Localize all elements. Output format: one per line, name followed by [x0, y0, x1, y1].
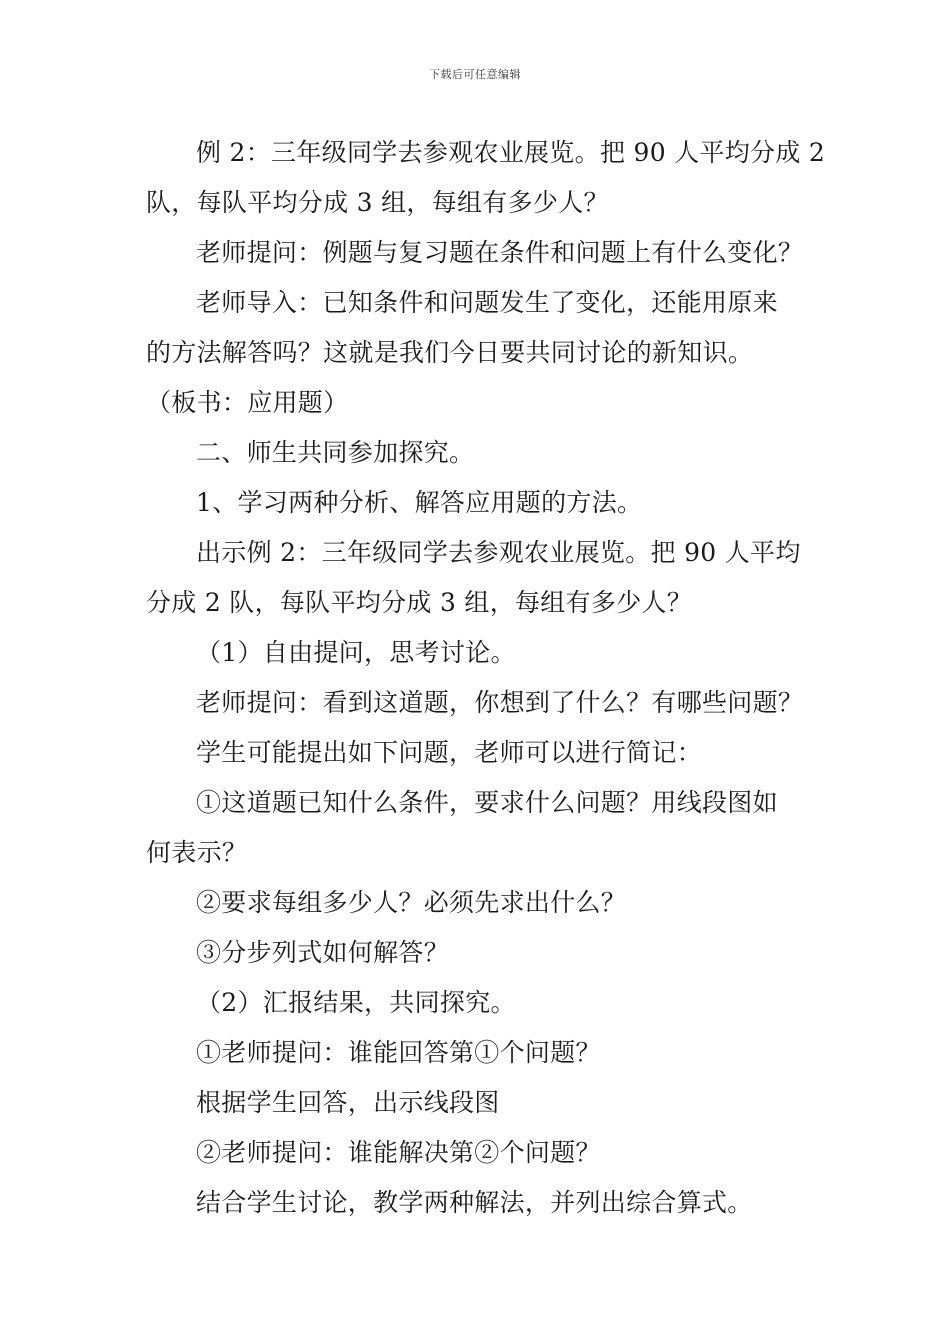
step-heading: （1）自由提问，思考讨论。: [196, 638, 516, 667]
list-item: ②老师提问：谁能解决第②个问题？: [196, 1138, 601, 1167]
subsection-heading: 1、学习两种分析、解答应用题的方法。: [196, 488, 643, 517]
paragraph-line: 分成 2 队，每队平均分成 3 组，每组有多少人？: [146, 588, 693, 617]
page-header: 下载后可任意编辑: [429, 68, 521, 81]
paragraph-line: 老师提问：例题与复习题在条件和问题上有什么变化？: [196, 238, 804, 267]
paragraph-line: 结合学生讨论，教学两种解法，并列出综合算式。: [196, 1188, 753, 1217]
paragraph-line: 老师提问：看到这道题，你想到了什么？有哪些问题？: [196, 688, 804, 717]
paragraph-line: 学生可能提出如下问题，老师可以进行简记：: [196, 738, 703, 767]
paragraph-line: 例 2：三年级同学去参观农业展览。把 90 人平均分成 2: [196, 138, 826, 167]
list-item: ③分步列式如何解答？: [196, 938, 450, 967]
step-heading: （2）汇报结果，共同探究。: [196, 988, 516, 1017]
paragraph-line: （板书：应用题）: [146, 388, 349, 417]
paragraph-line: 出示例 2：三年级同学去参观农业展览。把 90 人平均: [196, 538, 801, 567]
list-item: ②要求每组多少人？必须先求出什么？: [196, 888, 627, 917]
paragraph-line: 根据学生回答，出示线段图: [196, 1088, 500, 1117]
document-body: [146, 128, 826, 1228]
list-item: ①这道题已知什么条件，要求什么问题？用线段图如: [196, 788, 778, 817]
paragraph-line: 老师导入：已知条件和问题发生了变化，还能用原来: [196, 288, 778, 317]
paragraph-line: 的方法解答吗？这就是我们今日要共同讨论的新知识。: [146, 338, 754, 367]
list-item: ①老师提问：谁能回答第①个问题？: [196, 1038, 601, 1067]
paragraph-line: 队，每队平均分成 3 组，每组有多少人？: [146, 188, 609, 217]
list-item-continuation: 何表示？: [146, 838, 248, 867]
section-heading: 二、师生共同参加探究。: [196, 438, 475, 467]
